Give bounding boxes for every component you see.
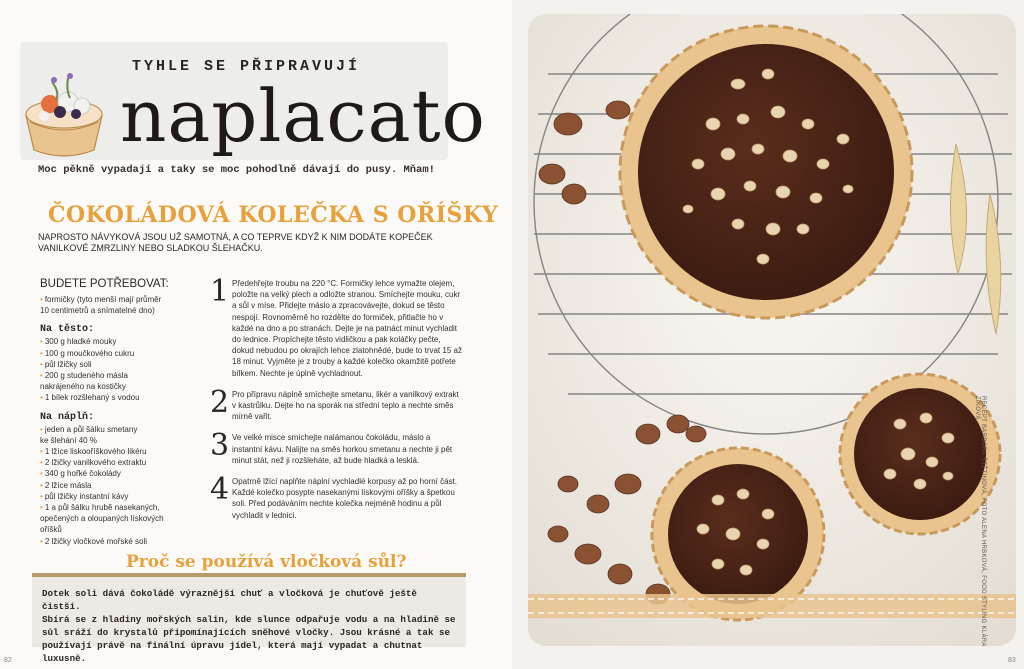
ingredient-line: • jeden a půl šálku smetany bbox=[40, 424, 138, 434]
page-title: naplacato bbox=[120, 74, 486, 158]
page-number-right: 83 bbox=[1008, 657, 1016, 664]
step-text: Ve velké misce smíchejte nalámanou čokoládu, máslo a instantní kávu. Nalijte na směs horkou smetanu a nechte ji pět minut stát, než ji rozšleháte, až bude hladká a lesklá. bbox=[232, 433, 453, 465]
ingredient-line: • 300 g hladké mouky bbox=[40, 337, 117, 347]
ingredient-line: oříšků bbox=[40, 525, 62, 535]
tip-line: sůl sráží do krystalů připomínajících sněhové vločky. Jsou krásné a tak se bbox=[42, 627, 450, 638]
filling-heading: Na náplň: bbox=[40, 411, 95, 423]
tip-line: Dotek soli dává čokoládě výraznější chuť a vločková je chuťově ještě čistší. bbox=[42, 588, 417, 612]
step-text: Opatrně lžící naplňte náplní vychladlé korpusy až po horní část. Každé kolečko posypte nasekanými lískovými oříšky a špetkou soli. Před podáváním nechte kolečka nejméně hodinu a půl vychladit v lednici. bbox=[232, 477, 458, 520]
step-number: 1 bbox=[210, 274, 230, 309]
bullet-icon: • bbox=[40, 337, 43, 347]
photo-illustration bbox=[528, 14, 1016, 646]
ingredients-general bbox=[40, 294, 190, 316]
photo-credit: RECEPT BARBORA ŠTĚTINOVÁ, FOTO ALENA HRBKOVÁ, FOOD STYLING KLÁRA ZÍKOVÁ bbox=[974, 396, 986, 647]
ingredient-line: • 100 g moučkového cukru bbox=[40, 348, 135, 358]
tart-photo bbox=[528, 14, 1016, 646]
bullet-icon: • bbox=[40, 469, 43, 479]
decor-band bbox=[528, 594, 1016, 618]
ingredient-line: • 200 g studeného másla bbox=[40, 371, 128, 381]
right-page bbox=[512, 0, 1024, 669]
bullet-icon: • bbox=[40, 447, 43, 457]
ingredient-line: 10 centimetrů a snímatelné dno) bbox=[40, 306, 155, 316]
recipe-title: ČOKOLÁDOVÁ KOLEČKA S OŘÍŠKY bbox=[48, 202, 499, 228]
ingredients-list bbox=[40, 278, 190, 547]
ingredient-line: • půl lžičky soli bbox=[40, 359, 92, 369]
tip-title: Proč se používá vločková sůl? bbox=[126, 552, 407, 572]
ingredient-line: • 1 a půl šálku hrubě nasekaných, bbox=[40, 503, 160, 513]
ingredient-line: • půl lžičky instantní kávy bbox=[40, 491, 129, 501]
step-1 bbox=[210, 274, 462, 379]
step-text: Pro přípravu náplně smíchejte smetanu, likér a vanilkový extrakt v kastrůlku. Dejte ho na sporák na střední teplo a nechte směs mírně vařit. bbox=[232, 389, 459, 422]
ingredient-line: • 1 bílek rozšlehaný s vodou bbox=[40, 393, 140, 403]
bullet-icon: • bbox=[40, 503, 43, 513]
tip-line: Sbírá se z hladiny mořských salin, kde slunce odpařuje vodu a na hladině se bbox=[42, 614, 456, 625]
step-number: 2 bbox=[210, 384, 230, 420]
ingredient-line: • formičky (tyto menší mají průměr bbox=[40, 295, 162, 304]
bullet-icon: • bbox=[40, 458, 43, 468]
step-text: Předehřejte troubu na 220 °C. Formičky lehce vymažte olejem, položte na velký plech a odložte stranou. Smíchejte mouku, cukr a sůl v míse. Přidejte máslo a zpracovávejte, dokud se těsto nespojí. Rovnoměrně ho rozdělte do formiček, přitlačte ho v každé na dno a po stranách. Dejte je na patnáct minut vychladit do lednice. Propíchejte těsto vidličkou a pak koláčky pečte, dokud nebudou po okrajích lehce zlatohnědé, bude to trvat 15 až 18 minut. Vyjměte je z trouby a každé kolečko okamžitě potřete bílkem. Nechte je úplně vychladnout. bbox=[232, 279, 462, 378]
step-3 bbox=[210, 428, 462, 466]
bullet-icon: • bbox=[40, 480, 43, 490]
tip-line: používají právě na finální úpravu jídel, která mají vypadat a chutnat luxusně. bbox=[42, 640, 423, 664]
kicker: TYHLE SE PŘIPRAVUJÍ bbox=[132, 58, 361, 75]
steps-list bbox=[210, 274, 462, 531]
step-4 bbox=[210, 472, 462, 521]
ingredient-line: • 2 lžičky vanilkového extraktu bbox=[40, 458, 147, 468]
tart-illustration bbox=[16, 58, 112, 162]
dough-heading: Na těsto: bbox=[40, 324, 95, 336]
bullet-icon: • bbox=[40, 424, 43, 434]
step-2 bbox=[210, 384, 462, 423]
bullet-icon: • bbox=[40, 371, 43, 381]
tagline: Moc pěkně vypadají a taky se moc pohodlně dávají do pusy. Mňam! bbox=[38, 164, 435, 176]
bullet-icon: • bbox=[40, 348, 43, 358]
large-tart bbox=[620, 26, 912, 318]
ingredient-line: • 2 lžičky vločkové mořské soli bbox=[40, 536, 148, 546]
ingredients-heading: BUDETE POTŘEBOVAT: bbox=[40, 278, 169, 290]
bullet-icon: • bbox=[40, 491, 43, 501]
ingredient-line: opečených a oloupaných lískových bbox=[40, 514, 164, 524]
ingredient-line: ke šlehání 40 % bbox=[40, 435, 97, 445]
bullet-icon: • bbox=[40, 536, 43, 546]
recipe-intro: NAPROSTO NÁVYKOVÁ JSOU UŽ SAMOTNÁ, A CO TEPRVE KDYŽ K NIM DODÁTE KOPEČEK VANILKOVÉ ZMRZLINY NEBO SLADKOU ŠLEHAČKU. bbox=[38, 232, 433, 253]
tip-box bbox=[32, 573, 466, 664]
step-number: 4 bbox=[210, 472, 230, 508]
bullet-icon: • bbox=[40, 393, 43, 403]
ingredient-line: nakrájeného na kostičky bbox=[40, 382, 126, 392]
bullet-icon: • bbox=[40, 359, 43, 369]
page-number-left: 82 bbox=[4, 657, 12, 664]
ingredient-line: • 340 g hořké čokolády bbox=[40, 469, 121, 479]
bullet-icon: • bbox=[40, 295, 43, 304]
ingredient-line: • 2 lžíce másla bbox=[40, 480, 92, 490]
step-number: 3 bbox=[210, 428, 230, 464]
ingredient-line: • 1 lžíce liskooříškového likéru bbox=[40, 447, 147, 457]
